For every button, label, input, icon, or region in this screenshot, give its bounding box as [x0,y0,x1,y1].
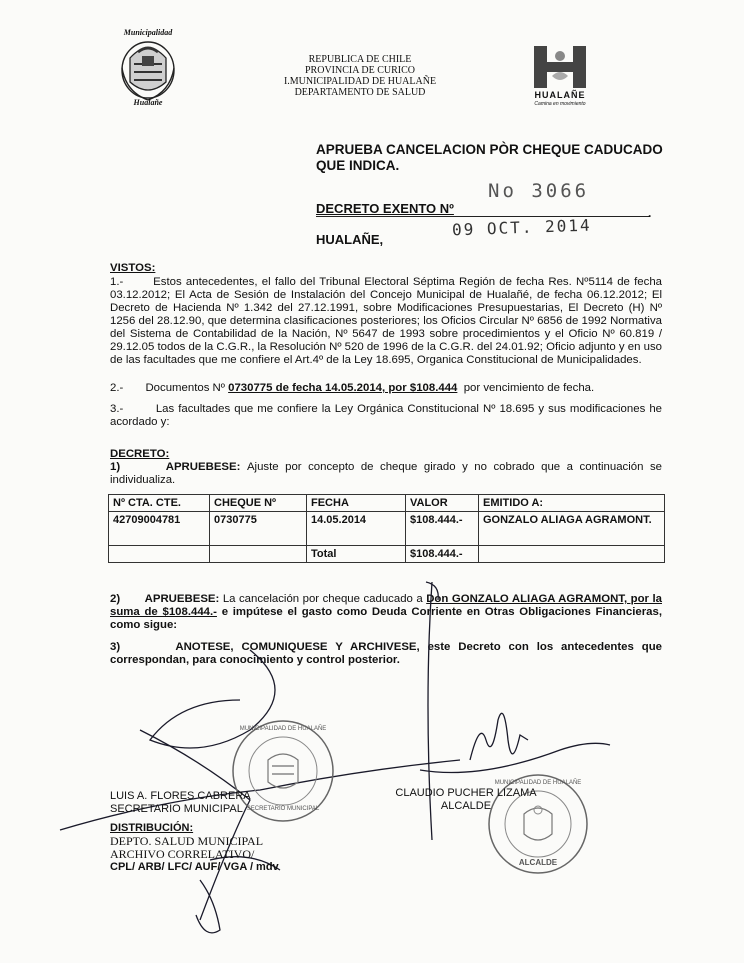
secretary-title: SECRETARIO MUNICIPAL [110,803,243,815]
header-line-2: PROVINCIA DE CURICO [304,65,415,76]
point-number: 2) [110,593,121,605]
cell-emitido: GONZALO ALIAGA AGRAMONT. [479,512,665,546]
decreto-heading: DECRETO: [110,448,170,460]
decreto-label: DECRETO EXENTO Nº [316,201,454,216]
decreto-rule-dot: . [648,206,652,220]
item-text: Estos antecedentes, el fallo del Tribunal Electoral Séptima Región de fecha Res. Nº5114 de fecha 03.12.2012; El Acta de Sesión de Instalación del Concejo Municipal de Hualañé, de fecha 06.12.2012; El Decreto de Hacienda Nº 1.342 del 27.12.1991, sobre Modificaciones Presupuestarias, El Decreto (H) Nº 1256 del 28.12.90, que determina clasificaciones posteriores; los Oficios Circular Nº 6856 de 1992 Normativa del Sistema de Contabilidad de la Nación, Nº 5647 de 1993 sobre procedimientos y el Oficio Nº 60.819 / 29.12.05 todos de la C.G.R., la Resolución Nº 520 de 1996 de la C.G.R. del 24.01.92; Oficio adjunto y en uso de las facultades que me confiere el Art.4º de la Ley 18.695, Organica Constitucional de Municipalidades. [110,276,663,366]
vistos-heading: VISTOS: [110,262,156,274]
header-valor: VALOR [406,495,479,512]
point-verb: APRUEBESE: [165,461,241,473]
cell-total-value: $108.444.- [406,546,479,563]
item-prefix: Documentos Nº [145,382,225,394]
title-line-2: QUE INDICA. [316,158,400,173]
title-line-1: APRUEBA CANCELACION PÒR CHEQUE CADUCADO [316,142,663,157]
point-text-b: e impútese el gasto como Deuda Corriente en Otras Obligaciones Financieras, como sigue: [110,606,662,631]
distribution-heading: DISTRIBUCIÓN: [110,822,194,834]
place-label: HUALAÑE, [316,232,384,247]
point-text: Ajuste por concepto de cheque girado y no cobrado que a continuación se individualiza. [110,461,662,486]
logo-tagline: Camina en movimiento [534,101,586,107]
point-text: este Decreto con los antecedentes que correspondan, para conocimiento y control posterior. [110,641,662,666]
seal-text-bottom: Hualañe [133,98,163,107]
stamp-top-text: MUNICIPALIDAD DE HUALAÑE [494,780,582,786]
item-suffix: por vencimiento de fecha. [463,382,595,394]
point-number: 3) [110,641,121,653]
mayor-title: ALCALDE [440,800,492,812]
item-number: 1.- [110,276,124,288]
mayor-name: CLAUDIO PUCHER LIZAMA [395,787,537,799]
header-cuenta: Nº CTA. CTE. [109,495,210,512]
cell-cuenta: 42709004781 [109,512,210,546]
distribution-line: ARCHIVO CORRELATIVO/ [110,847,255,861]
logo-name: HUALAÑE [534,90,586,100]
item-number: 2.- [110,382,124,394]
decreto-number-stamp: No 3066 [488,180,590,202]
header-emitido: EMITIDO A: [479,495,665,512]
header-line-3: I.MUNICIPALIDAD DE HUALAÑE [283,76,437,87]
stamp-top-text: MUNICIPALIDAD DE HUALAÑE [239,726,327,732]
header-cheque: CHEQUE Nº [210,495,307,512]
item-text: Las facultades que me confiere la Ley Orgánica Constitucional Nº 18.695 y sus modificaciones he acordado y: [110,403,662,428]
point-verb: ANOTESE, COMUNIQUESE Y ARCHIVESE, [175,641,420,653]
distribution-initials: CPL/ ARB/ LFC/ AUF/ VGA / mdv [110,861,279,873]
decreto-date-stamp: 09 OCT. 2014 [451,215,592,240]
item-document-ref: 0730775 de fecha 14.05.2014, por $108.444 [228,382,458,394]
point-beneficiary: Don GONZALO ALIAGA AGRAMONT, por la suma de $108.444.- [110,593,662,618]
point-verb: APRUEBESE: [144,593,220,605]
stamp-bottom-text: ALCALDE [518,858,558,867]
cell-cheque: 0730775 [210,512,307,546]
point-text-a: La cancelación por cheque caducado a [222,593,423,605]
cell-valor: $108.444.- [406,512,479,546]
secretary-signature-block [110,790,251,816]
seal-text-top: Municipalidad [123,28,173,37]
point-number: 1) [110,461,121,473]
header-line-1: REPUBLICA DE CHILE [308,54,412,65]
item-number: 3.- [110,403,124,415]
cell-total-label: Total [307,546,406,563]
cell-fecha: 14.05.2014 [307,512,406,546]
distribution-line: DEPTO. SALUD MUNICIPAL [110,834,264,848]
secretary-name: LUIS A. FLORES CABRERA [110,790,251,802]
header-line-4: DEPARTAMENTO DE SALUD [294,87,426,98]
mayor-signature-block [386,787,546,813]
distribution-block [110,822,279,874]
header-fecha: FECHA [307,495,406,512]
stamp-bottom-text: SECRETARIO MUNICIPAL [246,806,320,812]
